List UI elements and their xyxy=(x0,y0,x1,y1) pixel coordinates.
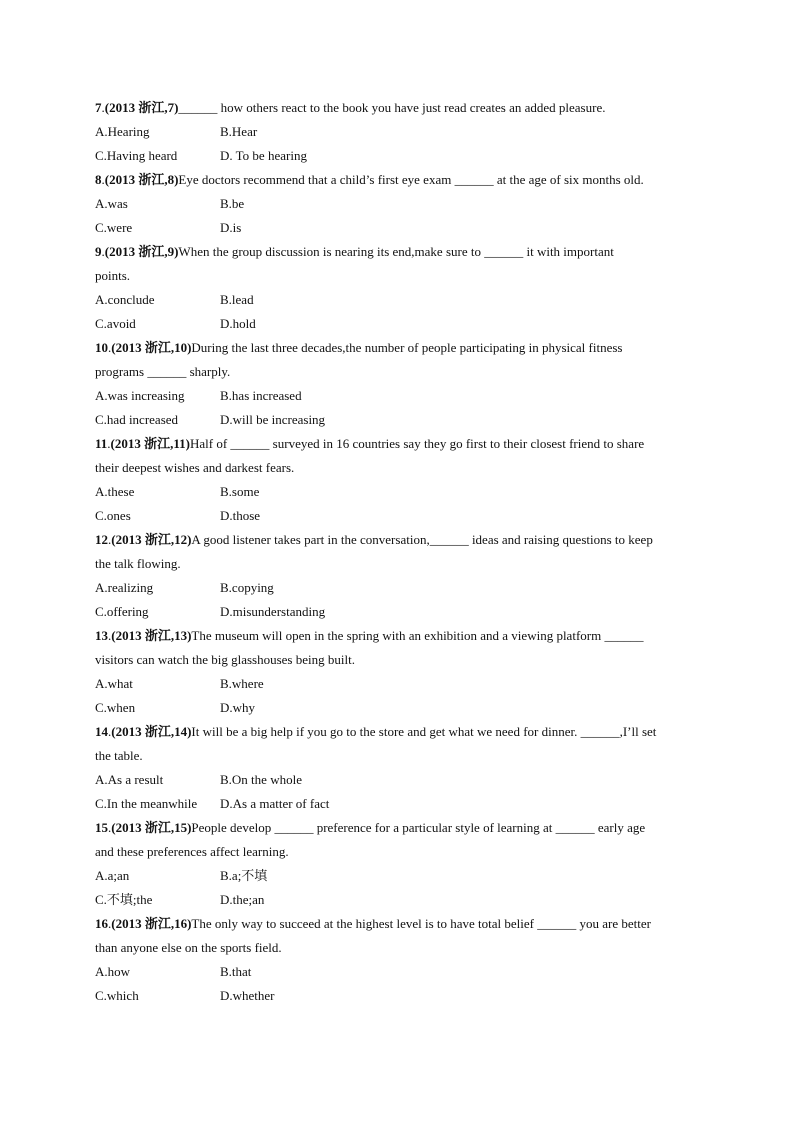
question-text: the table. xyxy=(95,748,143,763)
question-stem-line xyxy=(95,336,705,360)
question-stem-line xyxy=(95,648,705,672)
question-number: 8 xyxy=(95,172,102,187)
question-source: (2013 浙江,12) xyxy=(111,532,192,547)
answer-option: B.copying xyxy=(220,580,274,595)
question-text: Half of ______ surveyed in 16 countries say they go first to their closest friend to share xyxy=(190,436,645,451)
question-item xyxy=(95,336,705,432)
question-item xyxy=(95,168,705,240)
question-source: (2013 浙江,10) xyxy=(111,340,192,355)
question-text: A good listener takes part in the conversation,______ ideas and raising questions to keep xyxy=(191,532,653,547)
question-item xyxy=(95,624,705,720)
question-number-dot: . xyxy=(108,628,112,643)
answer-option: B.lead xyxy=(220,292,254,307)
question-item xyxy=(95,432,705,528)
answer-option: D.whether xyxy=(220,988,275,1003)
answer-option: A.As a result xyxy=(95,772,164,787)
answer-option: A.realizing xyxy=(95,580,154,595)
question-stem-line xyxy=(95,624,705,648)
question-source: (2013 浙江,9) xyxy=(104,244,179,259)
answer-option: C.offering xyxy=(95,604,149,619)
answer-option: C.ones xyxy=(95,508,131,523)
question-stem-line xyxy=(95,240,705,264)
answer-option: D. To be hearing xyxy=(220,148,307,163)
question-number: 14 xyxy=(95,724,108,739)
question-stem xyxy=(95,336,705,384)
answer-option: D.the;an xyxy=(220,892,265,907)
question-number: 13 xyxy=(95,628,108,643)
options-row xyxy=(95,672,705,696)
answer-option: D.As a matter of fact xyxy=(220,796,330,811)
question-number: 10 xyxy=(95,340,108,355)
question-text: their deepest wishes and darkest fears. xyxy=(95,460,295,475)
answer-option: D.those xyxy=(220,508,261,523)
question-number-dot: . xyxy=(108,820,112,835)
question-stem xyxy=(95,240,705,288)
answer-option: C.when xyxy=(95,700,136,715)
question-stem-line xyxy=(95,264,705,288)
question-text: It will be a big help if you go to the store and get what we need for dinner. ______,I’ll set xyxy=(191,724,657,739)
question-stem-line xyxy=(95,720,705,744)
question-text: visitors can watch the big glasshouses being built. xyxy=(95,652,355,667)
question-text: Eye doctors recommend that a child’s first eye exam ______ at the age of six months old. xyxy=(178,172,644,187)
answer-option: A.what xyxy=(95,676,133,691)
question-number-dot: . xyxy=(101,172,105,187)
options-row xyxy=(95,888,705,912)
question-number-dot: . xyxy=(108,724,112,739)
answer-option: D.will be increasing xyxy=(220,412,326,427)
options-row xyxy=(95,864,705,888)
question-stem-line xyxy=(95,744,705,768)
answer-option: C.In the meanwhile xyxy=(95,796,198,811)
question-text: People develop ______ preference for a particular style of learning at ______ early age xyxy=(191,820,646,835)
question-number: 11 xyxy=(95,436,108,451)
options-row xyxy=(95,480,705,504)
question-number-dot: . xyxy=(101,244,105,259)
answer-option: B.On the whole xyxy=(220,772,302,787)
answer-option: B.a;不填 xyxy=(220,868,268,883)
answer-option: A.was xyxy=(95,196,128,211)
question-text: ______ how others react to the book you have just read creates an added pleasure. xyxy=(178,100,606,115)
options-row xyxy=(95,696,705,720)
question-item xyxy=(95,816,705,912)
question-number: 15 xyxy=(95,820,108,835)
options-row xyxy=(95,576,705,600)
answer-option: D.hold xyxy=(220,316,256,331)
question-source: (2013 浙江,15) xyxy=(111,820,192,835)
answer-option: D.is xyxy=(220,220,242,235)
answer-option: B.where xyxy=(220,676,264,691)
question-number-dot: . xyxy=(108,340,112,355)
answer-option: B.that xyxy=(220,964,252,979)
question-stem-line xyxy=(95,840,705,864)
answer-option: A.Hearing xyxy=(95,124,150,139)
options-row xyxy=(95,216,705,240)
answer-option: B.be xyxy=(220,196,245,211)
answer-option: D.misunderstanding xyxy=(220,604,326,619)
options-row xyxy=(95,288,705,312)
question-stem xyxy=(95,432,705,480)
options-row xyxy=(95,192,705,216)
question-stem-line xyxy=(95,816,705,840)
question-text: and these preferences affect learning. xyxy=(95,844,289,859)
answer-option: A.was increasing xyxy=(95,388,185,403)
question-stem-line xyxy=(95,168,705,192)
question-text: When the group discussion is nearing its end,make sure to ______ it with important xyxy=(178,244,614,259)
answer-option: B.has increased xyxy=(220,388,302,403)
question-stem xyxy=(95,624,705,672)
question-text: the talk flowing. xyxy=(95,556,181,571)
answer-option: C.avoid xyxy=(95,316,136,331)
question-stem xyxy=(95,528,705,576)
question-stem-line xyxy=(95,912,705,936)
question-text: During the last three decades,the number of people participating in physical fitness xyxy=(191,340,623,355)
question-text: points. xyxy=(95,268,131,283)
question-number-dot: . xyxy=(108,532,112,547)
answer-option: C.were xyxy=(95,220,133,235)
question-stem xyxy=(95,168,705,192)
question-stem-line xyxy=(95,456,705,480)
answer-option: D.why xyxy=(220,700,256,715)
question-item xyxy=(95,720,705,816)
answer-option: A.these xyxy=(95,484,135,499)
options-row xyxy=(95,120,705,144)
question-item xyxy=(95,528,705,624)
options-row xyxy=(95,408,705,432)
question-item xyxy=(95,240,705,336)
question-number-dot: . xyxy=(108,916,112,931)
question-source: (2013 浙江,13) xyxy=(111,628,192,643)
question-stem xyxy=(95,912,705,960)
options-row xyxy=(95,984,705,1008)
options-row xyxy=(95,960,705,984)
answer-option: B.some xyxy=(220,484,260,499)
options-row xyxy=(95,312,705,336)
question-stem-line xyxy=(95,96,705,120)
question-number-dot: . xyxy=(101,100,105,115)
question-stem-line xyxy=(95,432,705,456)
options-row xyxy=(95,792,705,816)
question-text: The only way to succeed at the highest level is to have total belief ______ you are better xyxy=(191,916,651,931)
question-number: 9 xyxy=(95,244,102,259)
answer-option: C.which xyxy=(95,988,139,1003)
question-stem-line xyxy=(95,552,705,576)
question-number: 7 xyxy=(95,100,102,115)
options-row xyxy=(95,144,705,168)
question-number-dot: . xyxy=(107,436,111,451)
answer-option: B.Hear xyxy=(220,124,258,139)
question-stem-line xyxy=(95,936,705,960)
answer-option: C.不填;the xyxy=(95,892,153,907)
question-source: (2013 浙江,7) xyxy=(104,100,179,115)
question-source: (2013 浙江,16) xyxy=(111,916,192,931)
question-stem-line xyxy=(95,528,705,552)
question-stem-line xyxy=(95,360,705,384)
answer-option: A.conclude xyxy=(95,292,155,307)
question-list xyxy=(95,96,705,1008)
question-source: (2013 浙江,14) xyxy=(111,724,192,739)
answer-option: C.Having heard xyxy=(95,148,178,163)
answer-option: A.how xyxy=(95,964,131,979)
answer-option: A.a;an xyxy=(95,868,130,883)
question-text: programs ______ sharply. xyxy=(95,364,231,379)
question-stem xyxy=(95,816,705,864)
question-source: (2013 浙江,11) xyxy=(110,436,190,451)
question-number: 16 xyxy=(95,916,108,931)
answer-option: C.had increased xyxy=(95,412,179,427)
options-row xyxy=(95,384,705,408)
question-number: 12 xyxy=(95,532,108,547)
options-row xyxy=(95,600,705,624)
question-source: (2013 浙江,8) xyxy=(104,172,179,187)
question-text: than anyone else on the sports field. xyxy=(95,940,282,955)
question-text: The museum will open in the spring with an exhibition and a viewing platform ______ xyxy=(191,628,644,643)
options-row xyxy=(95,504,705,528)
options-row xyxy=(95,768,705,792)
question-stem xyxy=(95,96,705,120)
question-item xyxy=(95,96,705,168)
question-stem xyxy=(95,720,705,768)
question-item xyxy=(95,912,705,1008)
